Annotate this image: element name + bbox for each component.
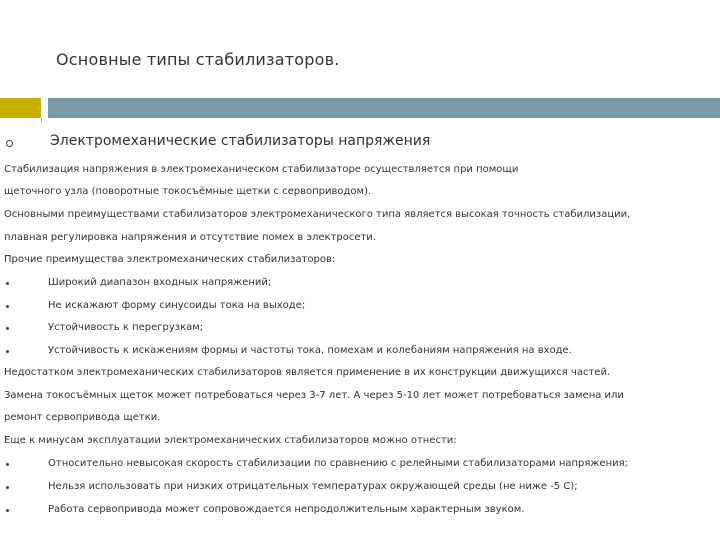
list-item: Работа сервопривода может сопровождается непродолжительным характерным звуком. (48, 504, 525, 515)
accent-bar-left (0, 98, 41, 118)
paragraph-line: ремонт сервопривода щетки. (4, 412, 161, 423)
bullet-dot-icon (6, 350, 9, 353)
circle-bullet-icon (6, 140, 13, 147)
paragraph-line: Основными преимуществами стабилизаторов электромеханического типа является высокая точность стабилизации, (4, 209, 631, 220)
paragraph-line: Замена токосъёмных щеток может потребоваться через 3-7 лет. А через 5-10 лет может потребоваться замена или (4, 390, 624, 401)
slide-title: Основные типы стабилизаторов. (56, 50, 340, 69)
list-item: Широкий диапазон входных напряжений; (48, 277, 272, 288)
bullet-dot-icon (6, 486, 9, 489)
list-item: Относительно невысокая скорость стабилизации по сравнению с релейными стабилизаторами напряжения; (48, 458, 629, 469)
bullet-dot-icon (6, 463, 9, 466)
bullet-dot-icon (6, 509, 9, 512)
list-item: Устойчивость к перегрузкам; (48, 322, 204, 333)
paragraph-line: Стабилизация напряжения в электромеханическом стабилизаторе осуществляется при помощи (4, 164, 519, 175)
accent-bar-tick (41, 118, 42, 122)
accent-bar-right (48, 98, 720, 118)
paragraph-line: Еще к минусам эксплуатации электромеханических стабилизаторов можно отнести: (4, 435, 457, 446)
paragraph-line: Недостатком электромеханических стабилизаторов является применение в их конструкции движущихся частей. (4, 367, 611, 378)
paragraph-line: Прочие преимущества электромеханических стабилизаторов: (4, 254, 336, 265)
bullet-dot-icon (6, 327, 9, 330)
bullet-dot-icon (6, 305, 9, 308)
section-heading: Электромеханические стабилизаторы напряжения (50, 133, 431, 149)
paragraph-line: плавная регулировка напряжения и отсутствие помех в электросети. (4, 232, 376, 243)
list-item: Устойчивость к искажениям формы и частоты тока, помехам и колебаниям напряжения на входе. (48, 345, 572, 356)
list-item: Не искажают форму синусоиды тока на выходе; (48, 300, 306, 311)
bullet-dot-icon (6, 282, 9, 285)
list-item: Нельзя использовать при низких отрицательных температурах окружающей среды (не ниже -5 С); (48, 481, 578, 492)
section-heading-row (0, 133, 720, 153)
paragraph-line: щеточного узла (поворотные токосъёмные щетки с сервоприводом). (4, 186, 372, 197)
